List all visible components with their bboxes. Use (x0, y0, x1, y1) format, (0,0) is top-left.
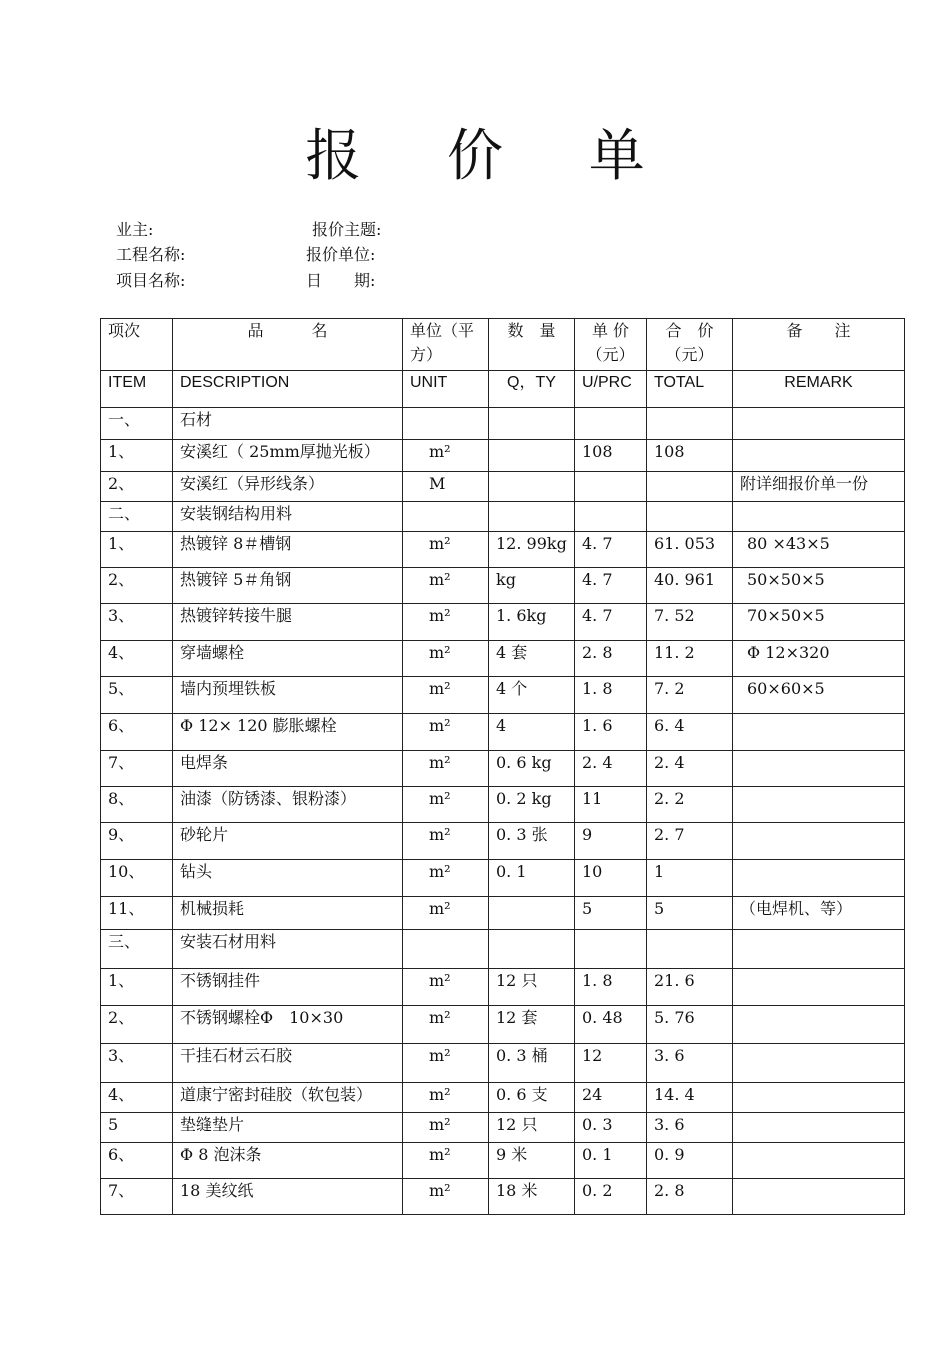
row-total: 7. 52 (647, 604, 733, 641)
row-item-number: 7、 (101, 751, 173, 787)
row-unit: m² (403, 641, 489, 677)
header-qty-en: Q，TY (489, 371, 575, 408)
row-total: 21. 6 (647, 969, 733, 1006)
table-row (101, 1113, 905, 1143)
table-row (101, 1143, 905, 1179)
project-label: 工程名称: (116, 245, 186, 264)
header-total-cn: 合 价（元） (647, 319, 733, 371)
row-item-number: 8、 (101, 787, 173, 823)
row-remark: 60×60×5 (733, 677, 905, 714)
row-total: 40. 961 (647, 568, 733, 604)
row-unit: m² (403, 860, 489, 897)
row-remark (733, 1083, 905, 1113)
row-item-number: 三、 (101, 930, 173, 969)
row-description: 墙内预埋铁板 (173, 677, 403, 714)
row-description: 油漆（防锈漆、银粉漆） (173, 787, 403, 823)
row-total: 3. 6 (647, 1044, 733, 1083)
header-item-cn: 项次 (101, 319, 173, 371)
row-unit-price (575, 408, 647, 440)
row-total: 108 (647, 440, 733, 472)
row-unit: m² (403, 1179, 489, 1215)
row-remark: Φ 12×320 (733, 641, 905, 677)
row-unit-price: 12 (575, 1044, 647, 1083)
row-unit-price (575, 472, 647, 502)
row-item-number: 10、 (101, 860, 173, 897)
row-unit-price: 10 (575, 860, 647, 897)
row-unit: m² (403, 787, 489, 823)
table-row (101, 860, 905, 897)
row-unit: m² (403, 1083, 489, 1113)
row-item-number: 5、 (101, 677, 173, 714)
row-total: 1 (647, 860, 733, 897)
row-description: 安溪红（ 25mm厚抛光板） (173, 440, 403, 472)
row-total: 3. 6 (647, 1113, 733, 1143)
row-unit-price: 0. 3 (575, 1113, 647, 1143)
table-row (101, 641, 905, 677)
row-item-number: 1、 (101, 969, 173, 1006)
row-total: 7. 2 (647, 677, 733, 714)
header-description-cn: 品 名 (173, 319, 403, 371)
row-quantity (489, 502, 575, 532)
row-remark (733, 1143, 905, 1179)
row-unit-price: 11 (575, 787, 647, 823)
row-unit-price: 2. 8 (575, 641, 647, 677)
table-row (101, 502, 905, 532)
row-quantity: 4 个 (489, 677, 575, 714)
row-total (647, 930, 733, 969)
row-item-number: 6、 (101, 1143, 173, 1179)
row-description: Φ 12× 120 膨胀螺栓 (173, 714, 403, 751)
row-unit-price: 4. 7 (575, 568, 647, 604)
subject-label: 报价主题: (312, 220, 382, 239)
row-item-number: 2、 (101, 568, 173, 604)
row-description: 石材 (173, 408, 403, 440)
row-unit-price: 9 (575, 823, 647, 860)
row-remark: （电焊机、等） (733, 897, 905, 930)
row-unit-price: 0. 1 (575, 1143, 647, 1179)
row-remark (733, 751, 905, 787)
row-quantity: 12. 99kg (489, 532, 575, 568)
row-total: 2. 7 (647, 823, 733, 860)
row-description: 钻头 (173, 860, 403, 897)
row-quantity: 18 米 (489, 1179, 575, 1215)
table-row (101, 751, 905, 787)
row-quantity: 0. 2 kg (489, 787, 575, 823)
row-unit-price: 5 (575, 897, 647, 930)
row-quantity: kg (489, 568, 575, 604)
row-quantity: 12 只 (489, 1113, 575, 1143)
row-quantity: 12 套 (489, 1006, 575, 1044)
header-remark-en: REMARK (733, 371, 905, 408)
table-row (101, 787, 905, 823)
row-total: 2. 8 (647, 1179, 733, 1215)
row-unit: m² (403, 1113, 489, 1143)
row-remark (733, 930, 905, 969)
row-quantity: 9 米 (489, 1143, 575, 1179)
row-item-number: 3、 (101, 1044, 173, 1083)
row-total (647, 408, 733, 440)
row-quantity: 0. 3 桶 (489, 1044, 575, 1083)
row-description: 穿墙螺栓 (173, 641, 403, 677)
row-unit: m² (403, 1044, 489, 1083)
row-remark: 附详细报价单一份 (733, 472, 905, 502)
row-description: 安装钢结构用料 (173, 502, 403, 532)
header-row-cn (101, 319, 905, 371)
row-unit-price: 24 (575, 1083, 647, 1113)
table-row (101, 408, 905, 440)
table-row (101, 714, 905, 751)
table-row (101, 1179, 905, 1215)
row-unit: m² (403, 568, 489, 604)
table-row (101, 532, 905, 568)
row-unit-price: 4. 7 (575, 532, 647, 568)
row-item-number: 11、 (101, 897, 173, 930)
row-item-number: 3、 (101, 604, 173, 641)
row-description: Φ 8 泡沫条 (173, 1143, 403, 1179)
row-unit-price: 0. 2 (575, 1179, 647, 1215)
row-unit: m² (403, 969, 489, 1006)
row-unit (403, 930, 489, 969)
row-item-number: 2、 (101, 472, 173, 502)
row-remark (733, 1113, 905, 1143)
table-row (101, 930, 905, 969)
row-item-number: 二、 (101, 502, 173, 532)
row-description: 安溪红（异形线条） (173, 472, 403, 502)
row-remark (733, 440, 905, 472)
row-remark (733, 823, 905, 860)
row-unit: m² (403, 532, 489, 568)
header-unit-cn: 单位（平方） (403, 319, 489, 371)
row-unit: m² (403, 714, 489, 751)
row-description: 干挂石材云石胶 (173, 1044, 403, 1083)
row-remark (733, 502, 905, 532)
table-row (101, 1006, 905, 1044)
row-total: 14. 4 (647, 1083, 733, 1113)
header-qty-cn: 数 量 (489, 319, 575, 371)
row-unit-price: 2. 4 (575, 751, 647, 787)
row-quantity: 0. 1 (489, 860, 575, 897)
row-total (647, 502, 733, 532)
row-description: 垫缝垫片 (173, 1113, 403, 1143)
header-price-cn: 单 价（元） (575, 319, 647, 371)
row-total (647, 472, 733, 502)
row-description: 道康宁密封硅胶（软包装） (173, 1083, 403, 1113)
row-description: 不锈钢挂件 (173, 969, 403, 1006)
row-unit-price: 1. 8 (575, 677, 647, 714)
row-description: 不锈钢螺栓Φ 10×30 (173, 1006, 403, 1044)
header-row-en (101, 371, 905, 408)
owner-label: 业主: (116, 220, 154, 239)
row-unit (403, 502, 489, 532)
row-item-number: 6、 (101, 714, 173, 751)
row-item-number: 7、 (101, 1179, 173, 1215)
header-total-en: TOTAL (647, 371, 733, 408)
row-unit-price: 108 (575, 440, 647, 472)
page-title: 报 价 单 (305, 124, 679, 189)
header-price-en: U/PRC (575, 371, 647, 408)
row-description: 热镀锌 8＃槽钢 (173, 532, 403, 568)
table-row (101, 823, 905, 860)
date-label: 日 期: (306, 271, 376, 290)
table-row (101, 1083, 905, 1113)
row-quantity (489, 897, 575, 930)
row-description: 安装石材用料 (173, 930, 403, 969)
row-total: 6. 4 (647, 714, 733, 751)
header-remark-cn: 备 注 (733, 319, 905, 371)
table-row (101, 897, 905, 930)
row-unit: M (403, 472, 489, 502)
row-unit: m² (403, 823, 489, 860)
row-remark (733, 1044, 905, 1083)
row-total: 2. 4 (647, 751, 733, 787)
row-description: 18 美纹纸 (173, 1179, 403, 1215)
row-unit: m² (403, 751, 489, 787)
table-row (101, 472, 905, 502)
row-item-number: 一、 (101, 408, 173, 440)
row-total: 5 (647, 897, 733, 930)
row-item-number: 5 (101, 1113, 173, 1143)
row-unit: m² (403, 440, 489, 472)
row-quantity: 4 套 (489, 641, 575, 677)
row-quantity (489, 472, 575, 502)
row-quantity (489, 408, 575, 440)
company-label: 报价单位: (306, 245, 376, 264)
row-description: 机械损耗 (173, 897, 403, 930)
row-total: 5. 76 (647, 1006, 733, 1044)
row-unit: m² (403, 897, 489, 930)
quote-table (100, 318, 905, 1215)
row-quantity: 0. 6 kg (489, 751, 575, 787)
row-quantity: 0. 6 支 (489, 1083, 575, 1113)
row-unit: m² (403, 1006, 489, 1044)
row-unit-price: 4. 7 (575, 604, 647, 641)
header-item-en: ITEM (101, 371, 173, 408)
row-quantity: 0. 3 张 (489, 823, 575, 860)
row-quantity (489, 440, 575, 472)
row-remark (733, 1179, 905, 1215)
row-unit-price: 0. 48 (575, 1006, 647, 1044)
row-remark (733, 1006, 905, 1044)
row-remark (733, 969, 905, 1006)
table-row (101, 604, 905, 641)
row-unit-price (575, 502, 647, 532)
row-quantity (489, 930, 575, 969)
row-description: 热镀锌转接牛腿 (173, 604, 403, 641)
row-remark (733, 408, 905, 440)
row-unit: m² (403, 604, 489, 641)
row-unit-price (575, 930, 647, 969)
row-item-number: 4、 (101, 641, 173, 677)
quote-table-body (101, 319, 905, 1215)
table-row (101, 677, 905, 714)
row-remark (733, 714, 905, 751)
table-row (101, 568, 905, 604)
row-unit-price: 1. 6 (575, 714, 647, 751)
row-unit (403, 408, 489, 440)
row-quantity: 12 只 (489, 969, 575, 1006)
header-description-en: DESCRIPTION (173, 371, 403, 408)
row-remark: 70×50×5 (733, 604, 905, 641)
row-remark (733, 787, 905, 823)
table-row (101, 440, 905, 472)
row-unit-price: 1. 8 (575, 969, 647, 1006)
row-quantity: 4 (489, 714, 575, 751)
row-item-number: 4、 (101, 1083, 173, 1113)
table-row (101, 969, 905, 1006)
row-item-number: 9、 (101, 823, 173, 860)
header-unit-en: UNIT (403, 371, 489, 408)
row-total: 61. 053 (647, 532, 733, 568)
table-row (101, 1044, 905, 1083)
row-remark: 80 ×43×5 (733, 532, 905, 568)
row-description: 热镀锌 5＃角钢 (173, 568, 403, 604)
row-item-number: 2、 (101, 1006, 173, 1044)
row-item-number: 1、 (101, 532, 173, 568)
row-unit: m² (403, 677, 489, 714)
row-total: 11. 2 (647, 641, 733, 677)
row-remark: 50×50×5 (733, 568, 905, 604)
row-remark (733, 860, 905, 897)
item-label: 项目名称: (116, 271, 186, 290)
row-total: 0. 9 (647, 1143, 733, 1179)
row-unit: m² (403, 1143, 489, 1179)
row-total: 2. 2 (647, 787, 733, 823)
row-description: 砂轮片 (173, 823, 403, 860)
row-quantity: 1. 6kg (489, 604, 575, 641)
row-description: 电焊条 (173, 751, 403, 787)
row-item-number: 1、 (101, 440, 173, 472)
